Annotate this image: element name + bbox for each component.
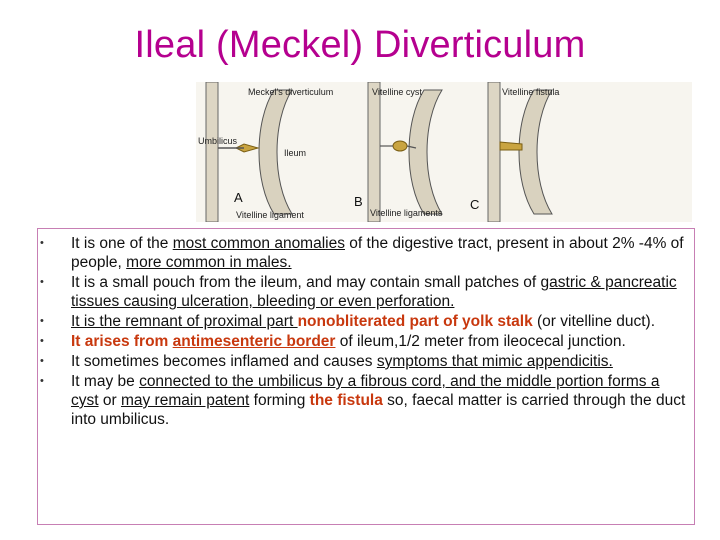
underlined-text: connected to the umbilicus by a fibrous cord, and the middle portion forms a cyst: [71, 373, 660, 409]
bullet-dot: •: [40, 315, 44, 327]
underlined-text: It is the remnant of proximal part: [71, 313, 298, 330]
panel-a: [198, 82, 333, 222]
label-c: C: [470, 197, 480, 212]
label-ileum: Ileum: [284, 148, 307, 158]
abdominal-wall-c: [488, 82, 500, 222]
text-run: of ileum,1/2 meter from ileocecal junction.: [335, 333, 626, 350]
bullet-dot: •: [40, 276, 44, 288]
bullet-dot: •: [40, 237, 44, 249]
ileum-loop-b: [409, 90, 442, 214]
bullet-dot: •: [40, 335, 44, 347]
bullet-item: [37, 273, 687, 311]
label-vitelline-cyst: Vitelline cyst: [372, 87, 422, 97]
label-umbilicus: Umbilicus: [198, 136, 238, 146]
panel-c: [470, 82, 559, 222]
abdominal-wall-a: [206, 82, 218, 222]
vitelline-fistula-shape: [500, 142, 522, 150]
underlined-text: gastric & pancreatic tissues causing ulceration, bleeding or even perforation.: [71, 274, 677, 310]
text-run: It sometimes becomes inflamed and causes: [71, 353, 377, 370]
bullet-item: [37, 372, 687, 429]
underlined-text: most common anomalies: [172, 235, 345, 252]
label-vitelline-ligament: Vitelline ligament: [236, 210, 304, 220]
bullet-item: [37, 234, 687, 272]
ileum-loop-c: [519, 90, 552, 214]
highlighted-text: the fistula: [309, 392, 383, 409]
text-run: It is a small pouch from the ileum, and may contain small patches of: [71, 274, 541, 291]
bullet-item: [37, 332, 687, 351]
label-a: A: [234, 190, 243, 205]
text-run: forming: [249, 392, 310, 409]
bullet-dot: •: [40, 355, 44, 367]
text-run: so, faecal matter is carried through the duct into umbilicus.: [71, 392, 686, 428]
text-run: It is one of the: [71, 235, 173, 252]
highlighted-text: It arises from: [71, 333, 173, 350]
highlighted-underlined-text: antimesenteric border: [172, 333, 336, 350]
underlined-text: more common in males.: [126, 254, 292, 271]
bullet-dot: •: [40, 375, 44, 387]
text-run: (or vitelline duct).: [532, 313, 656, 330]
bullet-item: [37, 352, 687, 371]
label-meckels: Meckel's diverticulum: [248, 87, 334, 97]
anatomy-figure: [196, 82, 692, 222]
text-run: It may be: [71, 373, 140, 390]
underlined-text: may remain patent: [120, 392, 250, 409]
highlighted-text: nonobliterated part of yolk stalk: [297, 313, 533, 330]
text-run: of the digestive tract, present in about 2% -4% of people,: [71, 235, 684, 271]
diverticulum-illustration: [196, 82, 692, 222]
bullet-item: [37, 312, 687, 331]
slide-title: Ileal (Meckel) Diverticulum: [134, 24, 586, 66]
label-vitelline-fistula: Vitelline fistula: [502, 87, 560, 97]
text-run: or: [98, 392, 121, 409]
vitelline-cyst-shape: [393, 141, 407, 151]
panel-b: [354, 82, 443, 222]
label-vitelline-ligaments: Vitelline ligaments: [370, 208, 443, 218]
abdominal-wall-b: [368, 82, 380, 222]
underlined-text: symptoms that mimic appendicitis.: [376, 353, 613, 370]
label-b: B: [354, 194, 363, 209]
bullet-list: [37, 234, 687, 430]
